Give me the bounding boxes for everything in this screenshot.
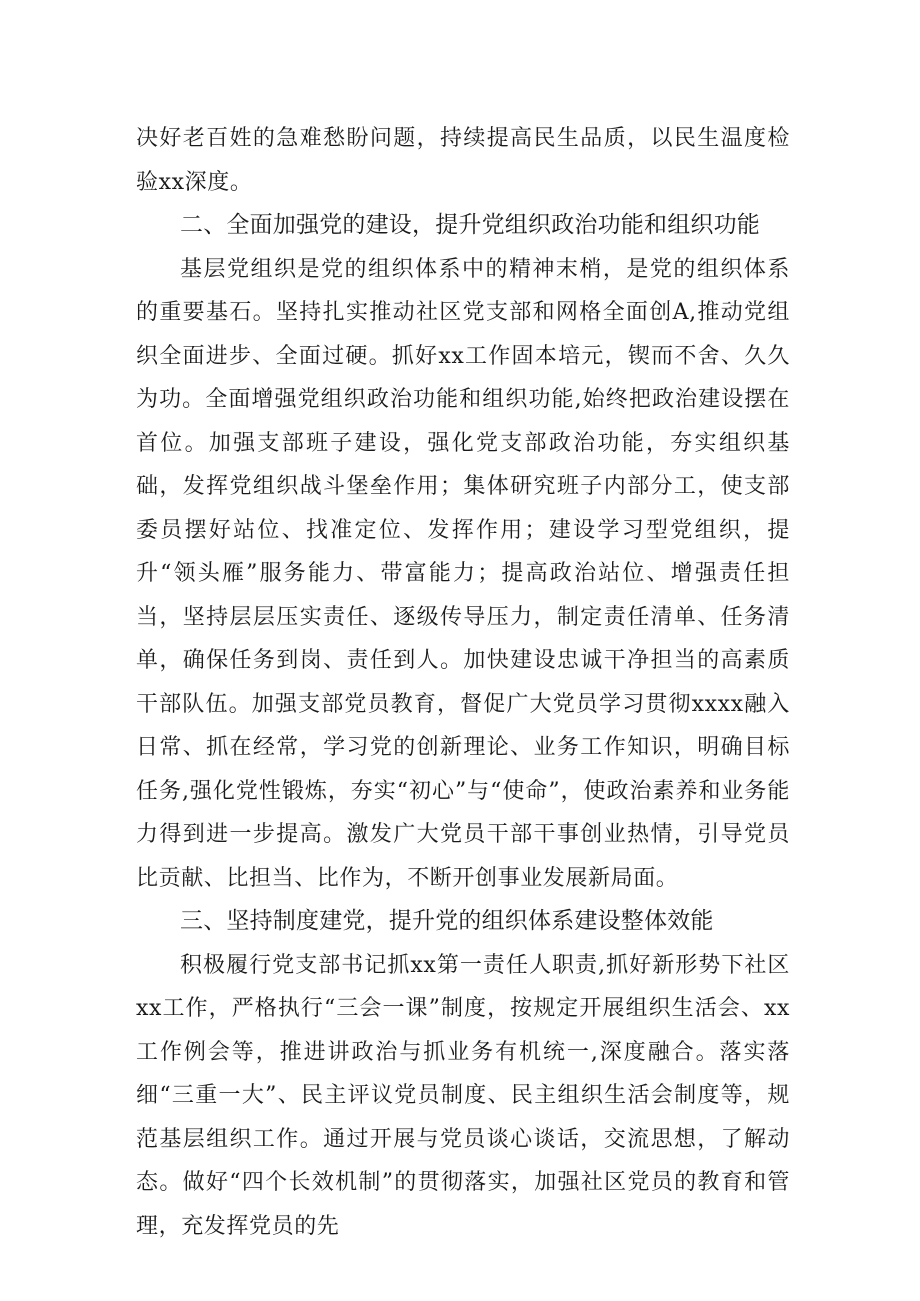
continued-paragraph: 决好老百姓的急难愁盼问题，持续提高民生品质，以民生温度检验xx深度。	[136, 126, 790, 195]
section-2-paragraph: 基层党组织是党的组织体系中的精神末梢，是党的组织体系的重要基石。坚持扎实推动社区党支部和网格全面创A,推动党组织全面进步、全面过硬。抓好xx工作固本培元，锲而不舍、久久为功。全面增强党组织政治功能和组织功能,始终把政治建设摆在首位。加强支部班子建设，强化党支部政治功能，夯实组织基础，发挥党组织战斗堡垒作用；集体研究班子内部分工，使支部委员摆好站位、找准定位、发挥作用；建设学习型党组织，提升“领头雁”服务能力、带富能力；提高政治站位、增强责任担当，坚持层层压实责任、逐级传导压力，制定责任清单、任务清单，确保任务到岗、责任到人。加快建设忠诚干净担当的高素质干部队伍。加强支部党员教育，督促广大党员学习贯彻xxxx融入日常、抓在经常，学习党的创新理论、业务工作知识，明确目标任务,强化党性锻炼，夯实“初心”与“使命”，使政治素养和业务能力得到进一步提高。激发广大党员干部干事创业热情，引导党员比贡献、比担当、比作为，不断开创事业发展新局面。	[136, 256, 790, 891]
section-heading-3: 三、坚持制度建党，提升党的组织体系建设整体效能	[180, 908, 714, 934]
document-page	[136, 117, 790, 1248]
section-heading-2: 二、全面加强党的建设，提升党组织政治功能和组织功能	[180, 212, 760, 238]
section-3-paragraph: 积极履行党支部书记抓xx第一责任人职责,抓好新形势下社区xx工作，严格执行“三会一课”制度，按规定开展组织生活会、xx工作例会等，推进讲政治与抓业务有机统一,深度融合。落实落细“三重一大”、民主评议党员制度、民主组织生活会制度等，规范基层组织工作。通过开展与党员谈心谈话，交流思想，了解动态。做好“四个长效机制”的贯彻落实，加强社区党员的教育和管理，充发挥党员的先	[136, 952, 790, 1239]
